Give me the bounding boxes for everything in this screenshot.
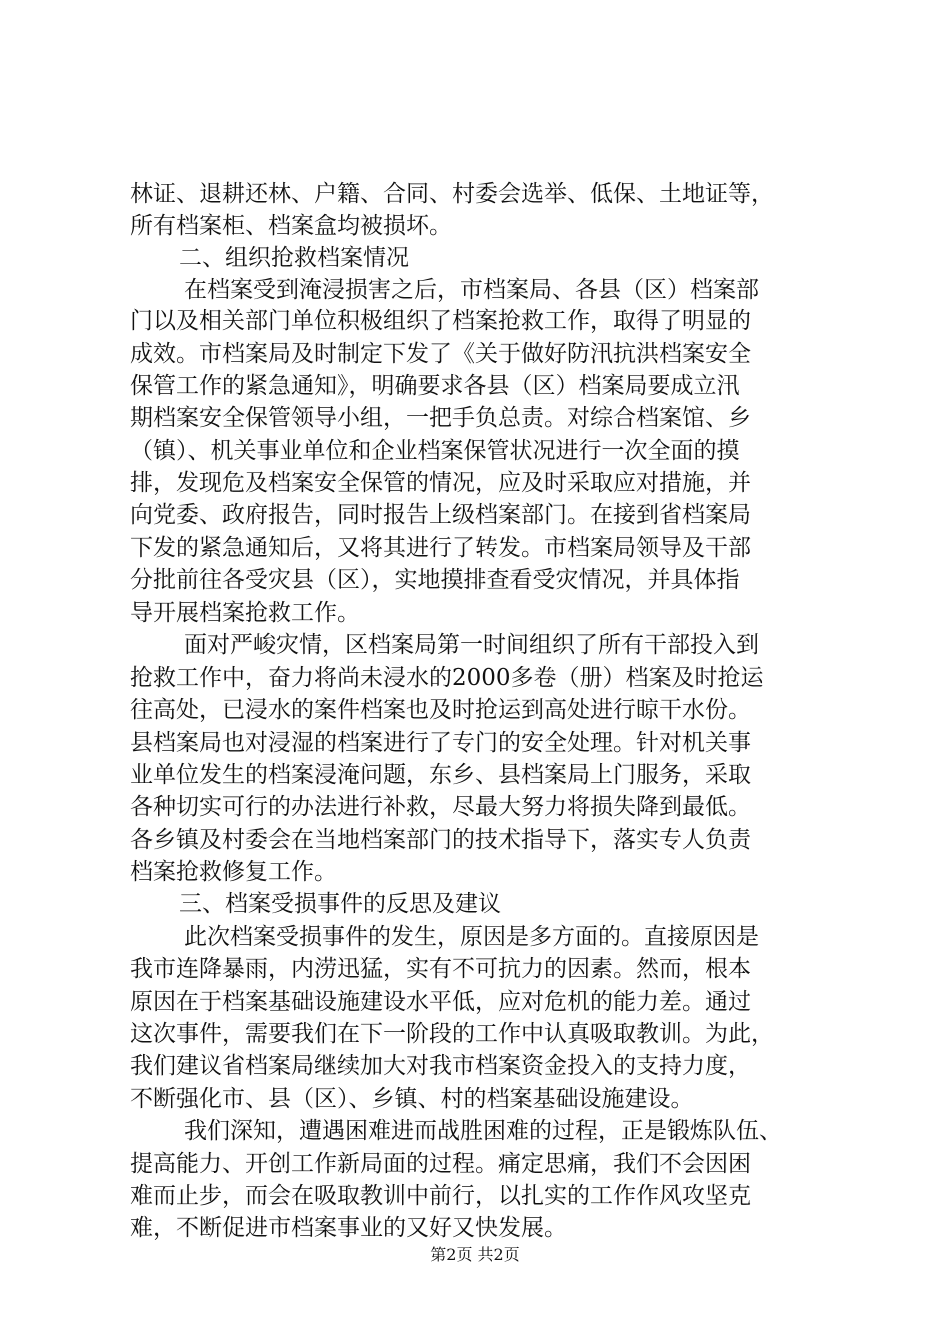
body-text-line: 我市连降暴雨，内涝迅猛，实有不可抗力的因素。然而，根本 xyxy=(130,956,751,982)
body-text-line: 抢救工作中，奋力将尚未浸水的2000多卷（册）档案及时抢运 xyxy=(130,665,764,691)
body-text-line: 这次事件，需要我们在下一阶段的工作中认真吸取教训。为此， xyxy=(130,1021,774,1047)
body-text-line: 难而止步，而会在吸取教训中前行，以扎实的工作作风攻坚克 xyxy=(130,1183,751,1209)
body-text-line: 档案抢救修复工作。 xyxy=(130,859,337,885)
body-text-line: 分批前往各受灾县（区），实地摸排查看受灾情况，并具体指 xyxy=(130,567,740,593)
body-text-line: 原因在于档案基础设施建设水平低，应对危机的能力差。通过 xyxy=(130,989,751,1015)
body-text-line: 此次档案受损事件的发生，原因是多方面的。直接原因是 xyxy=(184,924,759,950)
body-text-line: 期档案安全保管领导小组，一把手负总责。对综合档案馆、乡 xyxy=(130,405,751,431)
body-text-line: 难，不断促进市档案事业的又好又快发展。 xyxy=(130,1215,567,1241)
page-footer: 第2页 共2页 xyxy=(430,1245,520,1264)
body-text-line: 所有档案柜、档案盒均被损坏。 xyxy=(130,213,452,239)
body-text-line: 我们建议省档案局继续加大对我市档案资金投入的支持力度， xyxy=(130,1053,751,1079)
body-text-line: 我们深知，遭遇困难进而战胜困难的过程，正是锻炼队伍、 xyxy=(184,1118,782,1144)
body-text-line: 业单位发生的档案浸淹问题，东乡、县档案局上门服务，采取 xyxy=(130,762,751,788)
body-text-line: 导开展档案抢救工作。 xyxy=(130,600,360,626)
section-heading-2: 二、组织抢救档案情况 xyxy=(179,245,409,271)
body-text-line: （镇）、机关事业单位和企业档案保管状况进行一次全面的摸 xyxy=(130,438,740,464)
body-text-line: 县档案局也对浸湿的档案进行了专门的安全处理。针对机关事 xyxy=(130,730,751,756)
body-text-line: 排，发现危及档案安全保管的情况，应及时采取应对措施，并 xyxy=(130,470,751,496)
body-text-line: 林证、退耕还林、户籍、合同、村委会选举、低保、土地证等， xyxy=(130,181,774,207)
body-text-line: 门以及相关部门单位积极组织了档案抢救工作，取得了明显的 xyxy=(130,308,751,334)
body-text-line: 提高能力、开创工作新局面的过程。痛定思痛，我们不会因困 xyxy=(130,1151,751,1177)
body-text-line: 不断强化市、县（区）、乡镇、村的档案基础设施建设。 xyxy=(130,1086,694,1112)
body-text-line: 面对严峻灾情，区档案局第一时间组织了所有干部投入到 xyxy=(184,632,759,658)
body-text-line: 各乡镇及村委会在当地档案部门的技术指导下，落实专人负责 xyxy=(130,827,751,853)
body-text-line: 往高处，已浸水的案件档案也及时抢运到高处进行晾干水份。 xyxy=(130,697,751,723)
body-text-line: 成效。市档案局及时制定下发了《关于做好防汛抗洪档案安全 xyxy=(130,341,751,367)
body-text-line: 下发的紧急通知后，又将其进行了转发。市档案局领导及干部 xyxy=(130,535,751,561)
body-text-line: 向党委、政府报告，同时报告上级档案部门。在接到省档案局 xyxy=(130,502,751,528)
body-text-line: 各种切实可行的办法进行补救，尽最大努力将损失降到最低。 xyxy=(130,794,751,820)
body-text-line: 在档案受到淹浸损害之后，市档案局、各县（区）档案部 xyxy=(184,277,759,303)
body-text-line: 保管工作的紧急通知》，明确要求各县（区）档案局要成立汛 xyxy=(130,373,740,399)
section-heading-3: 三、档案受损事件的反思及建议 xyxy=(179,891,501,917)
